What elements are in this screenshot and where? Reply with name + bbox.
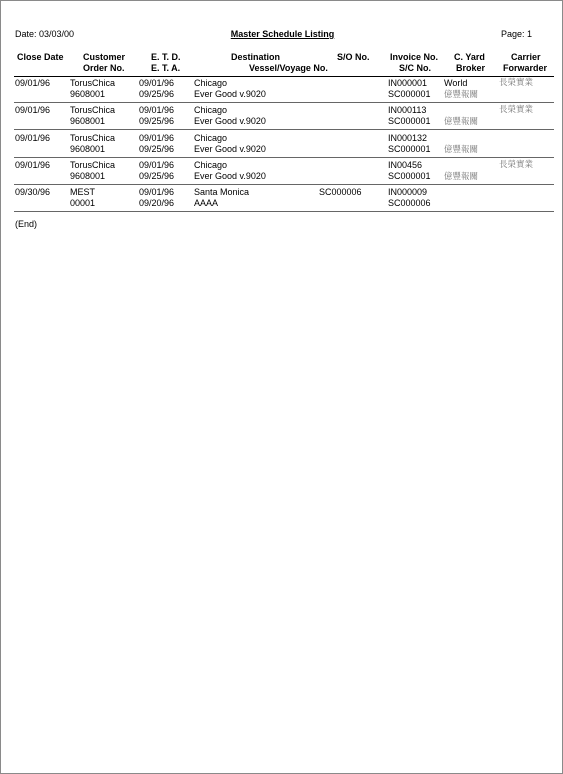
cell-broker: 億豐報關 [444,90,479,100]
cell-etd: 09/01/96 [139,187,175,198]
col-etd: E. T. D. [151,52,181,62]
cell-customer: MEST [70,187,96,198]
cell-customer: TorusChica [70,132,116,143]
cell-close-date: 09/01/96 [15,132,51,143]
col-customer: Customer [83,52,126,62]
cell-eta: 09/25/96 [139,89,175,99]
row-divider [14,211,554,212]
cell-close-date: 09/01/96 [15,159,51,170]
cell-broker: 億豐報關 [444,117,479,128]
col-broker: Broker [456,63,486,73]
cell-vessel: Ever Good v.9020 [194,143,266,154]
cell-order-no: 9608001 [70,89,106,99]
cell-destination: Chicago [194,132,228,143]
cell-close-date: 09/30/96 [15,187,51,198]
col-close-date: Close Date [17,52,64,62]
cell-vessel: Ever Good v.9020 [194,170,266,181]
cell-eta: 09/25/96 [139,170,175,181]
cell-etd: 09/01/96 [139,105,175,116]
col-destination: Destination [231,52,281,62]
page-number: Page: 1 [500,29,532,39]
report-date: Date: 03/03/00 [15,29,75,39]
cell-eta: 09/25/96 [139,116,175,127]
cell-broker: 億豐報關 [444,144,479,155]
row-divider [14,184,554,185]
cell-invoice-no: IN00456 [388,159,423,170]
col-vessel: Vessel/Voyage No. [249,63,328,73]
cell-sc-no: SC000001 [388,170,431,181]
cell-order-no: 9608001 [70,116,106,127]
cell-carrier: 長榮實業 [499,78,534,88]
cell-customer: TorusChica [70,78,116,88]
cell-customer: TorusChica [70,105,116,116]
cell-destination: Santa Monica [194,187,250,198]
header-rule [14,76,554,77]
cell-sc-no: SC000006 [388,198,431,209]
row-divider [14,157,554,158]
end-marker: (End) [15,219,38,229]
cell-close-date: 09/01/96 [15,105,51,116]
col-carrier: Carrier [511,52,541,62]
cell-sc-no: SC000001 [388,89,431,99]
cell-destination: Chicago [194,105,228,116]
cell-vessel: Ever Good v.9020 [194,116,266,127]
col-order-no: Order No. [83,63,125,73]
col-eta: E. T. A. [151,63,181,73]
col-c-yard: C. Yard [454,52,485,62]
cell-invoice-no: IN000001 [388,78,428,88]
cell-sc-no: SC000001 [388,143,431,154]
cell-destination: Chicago [194,159,228,170]
cell-broker: 億豐報關 [444,171,479,182]
row-divider [14,102,554,103]
report-title: Master Schedule Listing [230,29,335,39]
row-divider [14,129,554,130]
cell-eta: 09/25/96 [139,143,175,154]
cell-invoice-no: IN000113 [388,105,427,116]
cell-order-no: 9608001 [70,170,106,181]
cell-customer: TorusChica [70,159,116,170]
cell-carrier: 長榮實業 [499,105,534,116]
cell-etd: 09/01/96 [139,132,175,143]
cell-order-no: 00001 [70,198,96,209]
col-so-no: S/O No. [337,52,370,62]
cell-close-date: 09/01/96 [15,78,51,88]
cell-etd: 09/01/96 [139,159,175,170]
cell-invoice-no: IN000132 [388,132,428,143]
col-sc-no: S/C No. [399,63,432,73]
cell-eta: 09/20/96 [139,198,175,209]
cell-invoice-no: IN000009 [388,187,428,198]
col-forwarder: Forwarder [503,63,548,73]
cell-vessel: AAAA [194,198,219,209]
cell-destination: Chicago [194,78,228,88]
cell-c-yard: World [444,78,468,88]
cell-so-no: SC000006 [319,187,362,198]
cell-order-no: 9608001 [70,143,106,154]
col-invoice-no: Invoice No. [390,52,439,62]
cell-etd: 09/01/96 [139,78,175,88]
cell-vessel: Ever Good v.9020 [194,89,266,99]
cell-carrier: 長榮實業 [499,159,534,170]
cell-sc-no: SC000001 [388,116,431,127]
